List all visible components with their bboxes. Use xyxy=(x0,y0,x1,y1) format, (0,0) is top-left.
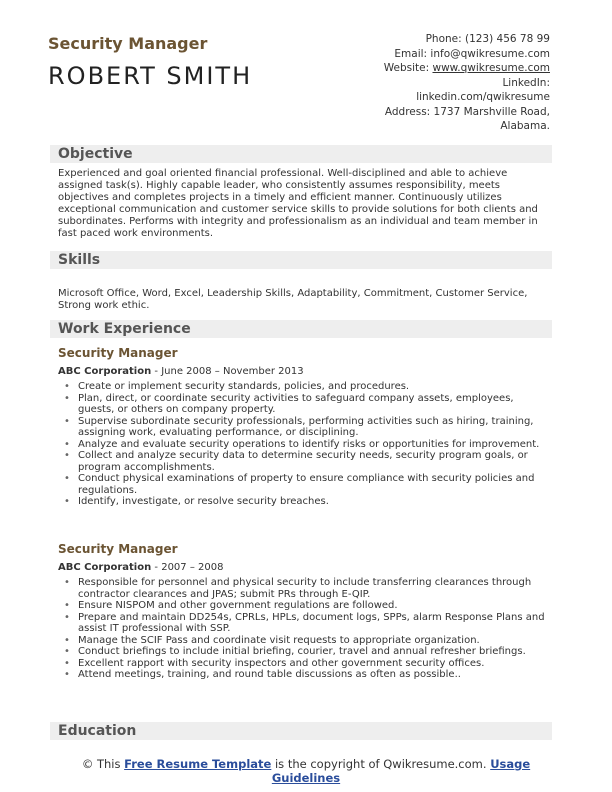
list-item: • Conduct physical examinations of property to ensure compliance with security policies and regulations. xyxy=(58,473,548,496)
contact-phone: Phone: (123) 456 78 99 xyxy=(425,33,550,45)
contact-address-line2: Alabama. xyxy=(500,120,550,132)
skills-text: Microsoft Office, Word, Excel, Leadership Skills, Adaptability, Commitment, Customer Service, Strong work ethic. xyxy=(58,288,528,311)
job-company-dates xyxy=(58,366,548,378)
contact-linkedin-label: LinkedIn: xyxy=(502,76,550,89)
job-company-dates xyxy=(58,562,548,574)
job-responsibilities xyxy=(58,381,548,508)
job-company: ABC Corporation xyxy=(58,366,152,377)
job-entry xyxy=(58,346,548,508)
contact-website-label: Website: xyxy=(383,62,433,74)
education-section-header xyxy=(50,722,552,740)
header-job-title: Security Manager xyxy=(48,34,208,53)
job-dates: - 2007 – 2008 xyxy=(151,562,224,573)
list-item: • Manage the SCIF Pass and coordinate visit requests to appropriate organization. xyxy=(58,635,548,647)
job-title: Security Manager xyxy=(58,346,178,360)
list-item: • Create or implement security standards, policies, and procedures. xyxy=(58,381,548,393)
list-item: • Attend meetings, training, and round table discussions as often as possible.. xyxy=(58,669,548,681)
job-title: Security Manager xyxy=(58,542,178,556)
skills-heading: Skills xyxy=(58,252,101,268)
list-item: • Collect and analyze security data to determine security needs, security program goals, or program accomplishments. xyxy=(58,450,548,473)
contact-website xyxy=(384,61,550,76)
education-heading: Education xyxy=(58,723,137,739)
footer-prefix: © This xyxy=(81,757,125,771)
list-item: • Conduct briefings to include initial briefing, courier, travel and annual refresher briefings. xyxy=(58,646,548,658)
copyright-footer xyxy=(50,757,562,785)
list-item: • Excellent rapport with security inspectors and other government security offices. xyxy=(58,658,548,670)
contact-address-line1: Address: 1737 Marshville Road, xyxy=(384,105,550,118)
contact-linkedin-value: linkedin.com/qwikresume xyxy=(416,91,550,103)
resume-header xyxy=(0,0,612,140)
free-resume-template-link[interactable]: Free Resume Template xyxy=(124,757,272,771)
candidate-name: ROBERT SMITH xyxy=(48,62,253,90)
footer-middle: is the copyright of Qwikresume.com. xyxy=(271,757,491,771)
objective-text: Experienced and goal oriented financial professional. Well-disciplined and able to achieve assigned task(s). Highly capable leader, who consistently assumes responsibility, meets objectives and completes projects in a timely and efficient manner. Continuously utilizes exceptional communication and customer service skills to provide solutions for both clients and subordinates. Performs with integrity and professionalism as an individual and team member in fast paced work environments. xyxy=(58,168,538,239)
work-experience-section-header xyxy=(50,320,552,338)
list-item: • Prepare and maintain DD254s, CPRLs, HPLs, document logs, SPPs, alarm Response Plans and assist IT professional with SSP. xyxy=(58,612,548,635)
list-item: • Plan, direct, or coordinate security activities to safeguard company assets, employees, guests, or others on company property. xyxy=(58,393,548,416)
website-link[interactable]: www.qwikresume.com xyxy=(432,62,550,74)
list-item: • Ensure NISPOM and other government regulations are followed. xyxy=(58,600,548,612)
work-experience-heading: Work Experience xyxy=(58,321,191,337)
usage-guidelines-link[interactable]: Usage Guidelines xyxy=(271,757,531,785)
contact-email: Email: info@qwikresume.com xyxy=(394,47,550,60)
contact-block xyxy=(384,32,550,134)
list-item: • Supervise subordinate security professionals, performing activities such as hiring, training, assigning work, evaluating performance, or disciplining. xyxy=(58,416,548,439)
list-item: • Identify, investigate, or resolve security breaches. xyxy=(58,496,548,508)
objective-section-header xyxy=(50,145,552,163)
objective-heading: Objective xyxy=(58,146,133,162)
list-item: • Analyze and evaluate security operations to identify risks or opportunities for improvement. xyxy=(58,439,548,451)
job-company: ABC Corporation xyxy=(58,562,152,573)
job-responsibilities xyxy=(58,577,548,681)
skills-section-header xyxy=(50,251,552,269)
job-entry xyxy=(58,542,548,681)
list-item: • Responsible for personnel and physical security to include transferring clearances through contractor clearances and JPAS; submit PRs through E-QIP. xyxy=(58,577,548,600)
job-dates: - June 2008 – November 2013 xyxy=(151,366,304,377)
